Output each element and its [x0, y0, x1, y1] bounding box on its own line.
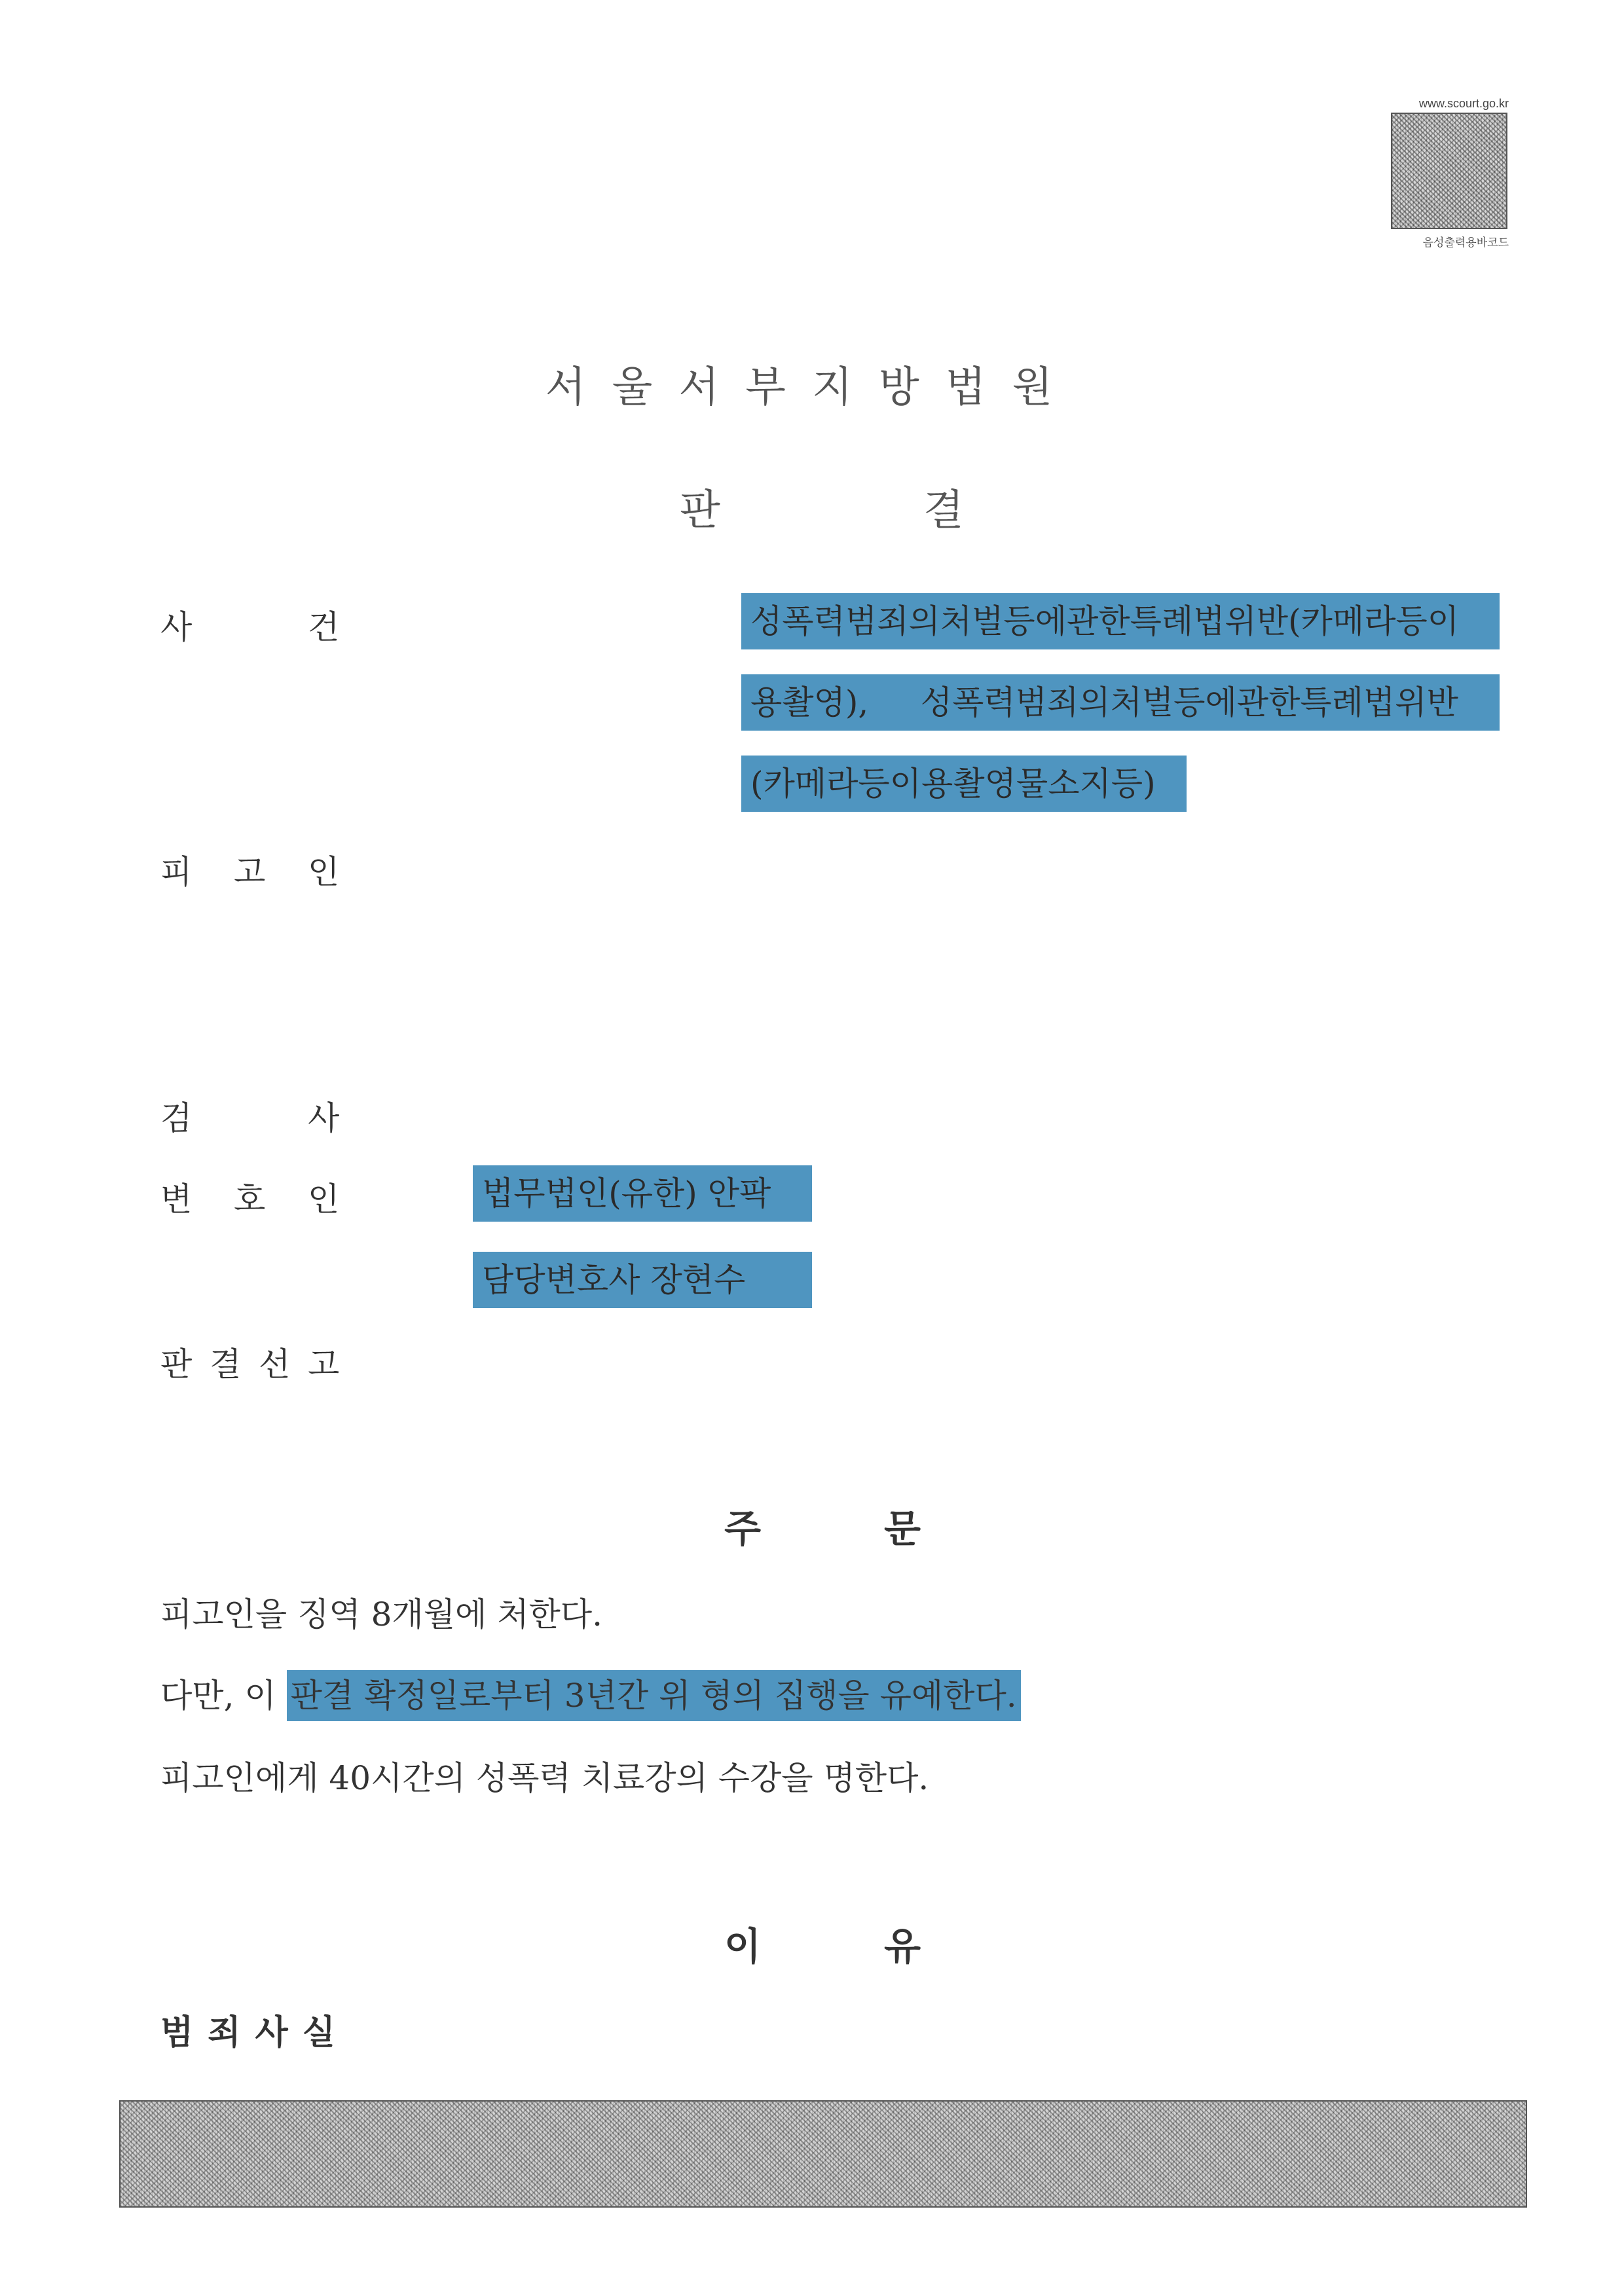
- counsel-label: 변 호 인: [160, 1180, 340, 1218]
- doc-type-left: 판: [680, 486, 720, 535]
- counsel-attorney: 담당변호사 장현수: [473, 1252, 812, 1308]
- order-line-2-highlight: 판결 확정일로부터 3년간 위 형의 집행을 유예한다.: [287, 1670, 1021, 1721]
- court-name: 서울서부지방법원: [545, 363, 1079, 412]
- counsel-firm: 법무법인(유한) 안팍: [473, 1165, 812, 1222]
- case-label: 사 건: [160, 608, 340, 646]
- verdict-date-label: 판 결 선 고: [160, 1345, 340, 1383]
- redacted-content: [119, 2100, 1527, 2208]
- court-url: www.scourt.go.kr: [1418, 97, 1509, 110]
- order-line-1: 피고인을 징역 8개월에 처한다.: [160, 1595, 602, 1633]
- order-line-2: [160, 1669, 1021, 1717]
- order-line-2-prefix: 다만, 이: [160, 1677, 287, 1715]
- reasons-title-left: 이: [724, 1924, 762, 1969]
- barcode-caption: 음성출력용바코드: [1422, 236, 1509, 249]
- qr-barcode-icon: [1391, 113, 1507, 229]
- order-line-3: 피고인에게 40시간의 성폭력 치료강의 수강을 명한다.: [160, 1759, 929, 1797]
- order-title-right: 문: [884, 1506, 921, 1551]
- defendant-label: 피 고 인: [160, 853, 340, 891]
- case-name-line-2: 용촬영), 성폭력범죄의처벌등에관한특례법위반: [741, 674, 1500, 731]
- case-name-line-1: 성폭력범죄의처벌등에관한특례법위반(카메라등이: [741, 593, 1500, 649]
- case-name-line-3: (카메라등이용촬영물소지등): [741, 756, 1187, 812]
- crime-facts-heading: 범죄사실: [160, 2013, 350, 2052]
- order-title-left: 주: [724, 1506, 762, 1551]
- doc-type-right: 결: [923, 486, 964, 535]
- prosecutor-label: 검 사: [160, 1099, 340, 1137]
- reasons-title-right: 유: [884, 1924, 921, 1969]
